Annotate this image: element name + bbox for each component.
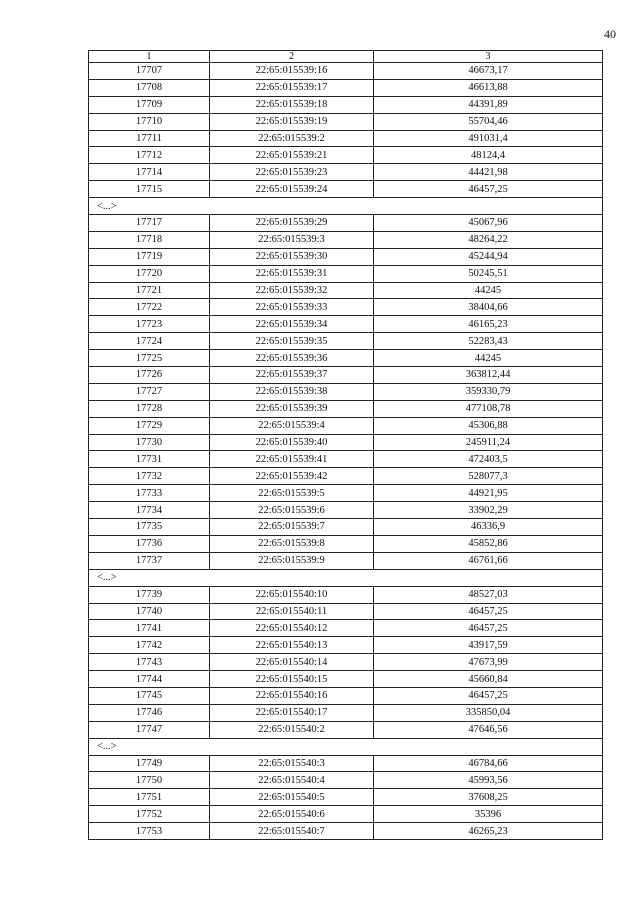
row-number-cell: 17735 [89, 519, 210, 536]
table-row [89, 265, 603, 282]
cadastral-number-cell: 22:65:015539:39 [210, 400, 374, 417]
cadastral-number-cell: 22:65:015539:9 [210, 552, 374, 569]
cadastral-number-cell: 22:65:015540:6 [210, 806, 374, 823]
value-cell: 43917,59 [374, 637, 603, 654]
cadastral-number-cell: 22:65:015539:35 [210, 333, 374, 350]
row-number-cell: 17743 [89, 654, 210, 671]
cadastral-number-cell: 22:65:015539:38 [210, 383, 374, 400]
value-cell: 50245,51 [374, 265, 603, 282]
value-cell: 48124,4 [374, 147, 603, 164]
value-cell: 46673,17 [374, 63, 603, 80]
cadastral-number-cell: 22:65:015540:16 [210, 687, 374, 704]
row-number-cell: 17728 [89, 400, 210, 417]
gap-row [89, 738, 603, 755]
value-cell: 45067,96 [374, 215, 603, 232]
column-header-3: 3 [374, 51, 603, 63]
row-number-cell: 17747 [89, 721, 210, 738]
table-row [89, 282, 603, 299]
value-cell: 47673,99 [374, 654, 603, 671]
table-row [89, 333, 603, 350]
gap-row [89, 198, 603, 215]
column-header-2: 2 [210, 51, 374, 63]
table-row [89, 316, 603, 333]
value-cell: 46761,66 [374, 552, 603, 569]
row-number-cell: 17731 [89, 451, 210, 468]
cadastral-number-cell: 22:65:015540:11 [210, 603, 374, 620]
row-number-cell: 17744 [89, 671, 210, 688]
row-number-cell: 17708 [89, 79, 210, 96]
cadastral-number-cell: 22:65:015539:19 [210, 113, 374, 130]
row-number-cell: 17720 [89, 265, 210, 282]
row-number-cell: 17737 [89, 552, 210, 569]
cadastral-number-cell: 22:65:015539:31 [210, 265, 374, 282]
row-number-cell: 17722 [89, 299, 210, 316]
cadastral-number-cell: 22:65:015540:17 [210, 704, 374, 721]
table-row [89, 181, 603, 198]
value-cell: 44921,95 [374, 485, 603, 502]
table-header-row [89, 51, 603, 63]
value-cell: 52283,43 [374, 333, 603, 350]
value-cell: 363812,44 [374, 367, 603, 384]
row-number-cell: 17724 [89, 333, 210, 350]
row-number-cell: 17715 [89, 181, 210, 198]
value-cell: 48527,03 [374, 586, 603, 603]
table-row [89, 147, 603, 164]
gap-marker: <...> [89, 569, 603, 586]
table-row [89, 383, 603, 400]
cadastral-number-cell: 22:65:015540:12 [210, 620, 374, 637]
value-cell: 48264,22 [374, 231, 603, 248]
table-body [89, 63, 603, 840]
value-cell: 335850,04 [374, 704, 603, 721]
row-number-cell: 17740 [89, 603, 210, 620]
table-row [89, 299, 603, 316]
cadastral-number-cell: 22:65:015540:3 [210, 755, 374, 772]
row-number-cell: 17719 [89, 248, 210, 265]
cadastral-number-cell: 22:65:015539:33 [210, 299, 374, 316]
table-row [89, 367, 603, 384]
table-row [89, 755, 603, 772]
value-cell: 46165,23 [374, 316, 603, 333]
table-row [89, 502, 603, 519]
table-row [89, 603, 603, 620]
table-row [89, 535, 603, 552]
table-row [89, 130, 603, 147]
row-number-cell: 17745 [89, 687, 210, 704]
value-cell: 359330,79 [374, 383, 603, 400]
value-cell: 37608,25 [374, 789, 603, 806]
value-cell: 46457,25 [374, 181, 603, 198]
row-number-cell: 17751 [89, 789, 210, 806]
table-row [89, 215, 603, 232]
gap-row [89, 569, 603, 586]
value-cell: 45306,88 [374, 417, 603, 434]
value-cell: 45244,94 [374, 248, 603, 265]
table-row [89, 586, 603, 603]
table-row [89, 350, 603, 367]
table-row [89, 654, 603, 671]
row-number-cell: 17721 [89, 282, 210, 299]
value-cell: 46457,25 [374, 687, 603, 704]
value-cell: 491031,4 [374, 130, 603, 147]
cadastral-number-cell: 22:65:015540:5 [210, 789, 374, 806]
cadastral-number-cell: 22:65:015539:2 [210, 130, 374, 147]
row-number-cell: 17717 [89, 215, 210, 232]
gap-marker: <...> [89, 198, 603, 215]
cadastral-number-cell: 22:65:015540:2 [210, 721, 374, 738]
value-cell: 55704,46 [374, 113, 603, 130]
cadastral-number-cell: 22:65:015539:16 [210, 63, 374, 80]
value-cell: 44421,98 [374, 164, 603, 181]
table-row [89, 519, 603, 536]
value-cell: 46784,66 [374, 755, 603, 772]
cadastral-number-cell: 22:65:015539:24 [210, 181, 374, 198]
table-row [89, 687, 603, 704]
table-row [89, 620, 603, 637]
table-row [89, 823, 603, 840]
row-number-cell: 17746 [89, 704, 210, 721]
table-row [89, 417, 603, 434]
value-cell: 46613,88 [374, 79, 603, 96]
cadastral-number-cell: 22:65:015539:30 [210, 248, 374, 265]
table-row [89, 434, 603, 451]
value-cell: 46265,23 [374, 823, 603, 840]
value-cell: 528077,3 [374, 468, 603, 485]
value-cell: 46336,9 [374, 519, 603, 536]
cadastral-number-cell: 22:65:015539:17 [210, 79, 374, 96]
row-number-cell: 17750 [89, 772, 210, 789]
cadastral-number-cell: 22:65:015539:7 [210, 519, 374, 536]
cadastral-number-cell: 22:65:015539:4 [210, 417, 374, 434]
value-cell: 477108,78 [374, 400, 603, 417]
row-number-cell: 17712 [89, 147, 210, 164]
row-number-cell: 17741 [89, 620, 210, 637]
cadastral-number-cell: 22:65:015539:29 [210, 215, 374, 232]
cadastral-number-cell: 22:65:015539:5 [210, 485, 374, 502]
data-table [88, 50, 603, 840]
value-cell: 245911,24 [374, 434, 603, 451]
cadastral-number-cell: 22:65:015539:40 [210, 434, 374, 451]
table-row [89, 451, 603, 468]
cadastral-number-cell: 22:65:015539:8 [210, 535, 374, 552]
value-cell: 35396 [374, 806, 603, 823]
table-row [89, 164, 603, 181]
row-number-cell: 17749 [89, 755, 210, 772]
row-number-cell: 17730 [89, 434, 210, 451]
value-cell: 44245 [374, 350, 603, 367]
cadastral-number-cell: 22:65:015540:7 [210, 823, 374, 840]
cadastral-number-cell: 22:65:015539:23 [210, 164, 374, 181]
cadastral-number-cell: 22:65:015539:3 [210, 231, 374, 248]
table-row [89, 248, 603, 265]
row-number-cell: 17753 [89, 823, 210, 840]
table-row [89, 231, 603, 248]
value-cell: 472403,5 [374, 451, 603, 468]
row-number-cell: 17711 [89, 130, 210, 147]
value-cell: 47646,56 [374, 721, 603, 738]
row-number-cell: 17736 [89, 535, 210, 552]
table-row [89, 637, 603, 654]
cadastral-number-cell: 22:65:015540:14 [210, 654, 374, 671]
value-cell: 45660,84 [374, 671, 603, 688]
row-number-cell: 17725 [89, 350, 210, 367]
cadastral-number-cell: 22:65:015539:41 [210, 451, 374, 468]
row-number-cell: 17742 [89, 637, 210, 654]
value-cell: 45852,86 [374, 535, 603, 552]
cadastral-number-cell: 22:65:015540:15 [210, 671, 374, 688]
row-number-cell: 17729 [89, 417, 210, 434]
cadastral-number-cell: 22:65:015540:10 [210, 586, 374, 603]
table-row [89, 552, 603, 569]
cadastral-number-cell: 22:65:015539:21 [210, 147, 374, 164]
table-row [89, 721, 603, 738]
gap-marker: <...> [89, 738, 603, 755]
row-number-cell: 17733 [89, 485, 210, 502]
cadastral-number-cell: 22:65:015539:32 [210, 282, 374, 299]
value-cell: 44245 [374, 282, 603, 299]
cadastral-number-cell: 22:65:015540:4 [210, 772, 374, 789]
row-number-cell: 17723 [89, 316, 210, 333]
row-number-cell: 17710 [89, 113, 210, 130]
row-number-cell: 17709 [89, 96, 210, 113]
row-number-cell: 17734 [89, 502, 210, 519]
value-cell: 44391,89 [374, 96, 603, 113]
row-number-cell: 17718 [89, 231, 210, 248]
row-number-cell: 17714 [89, 164, 210, 181]
cadastral-number-cell: 22:65:015539:6 [210, 502, 374, 519]
row-number-cell: 17726 [89, 367, 210, 384]
value-cell: 38404,66 [374, 299, 603, 316]
row-number-cell: 17739 [89, 586, 210, 603]
table-row [89, 704, 603, 721]
table-row [89, 485, 603, 502]
table-row [89, 772, 603, 789]
table-row [89, 400, 603, 417]
row-number-cell: 17727 [89, 383, 210, 400]
row-number-cell: 17707 [89, 63, 210, 80]
cadastral-number-cell: 22:65:015539:36 [210, 350, 374, 367]
value-cell: 33902,29 [374, 502, 603, 519]
table-row [89, 671, 603, 688]
table-row [89, 806, 603, 823]
value-cell: 46457,25 [374, 603, 603, 620]
table-row [89, 468, 603, 485]
value-cell: 46457,25 [374, 620, 603, 637]
table-row [89, 96, 603, 113]
page-number: 40 [604, 27, 616, 41]
cadastral-number-cell: 22:65:015539:42 [210, 468, 374, 485]
table-row [89, 79, 603, 96]
cadastral-number-cell: 22:65:015540:13 [210, 637, 374, 654]
column-header-1: 1 [89, 51, 210, 63]
table-row [89, 113, 603, 130]
table-row [89, 789, 603, 806]
value-cell: 45993,56 [374, 772, 603, 789]
row-number-cell: 17752 [89, 806, 210, 823]
table-row [89, 63, 603, 80]
cadastral-number-cell: 22:65:015539:37 [210, 367, 374, 384]
cadastral-number-cell: 22:65:015539:18 [210, 96, 374, 113]
cadastral-number-cell: 22:65:015539:34 [210, 316, 374, 333]
row-number-cell: 17732 [89, 468, 210, 485]
